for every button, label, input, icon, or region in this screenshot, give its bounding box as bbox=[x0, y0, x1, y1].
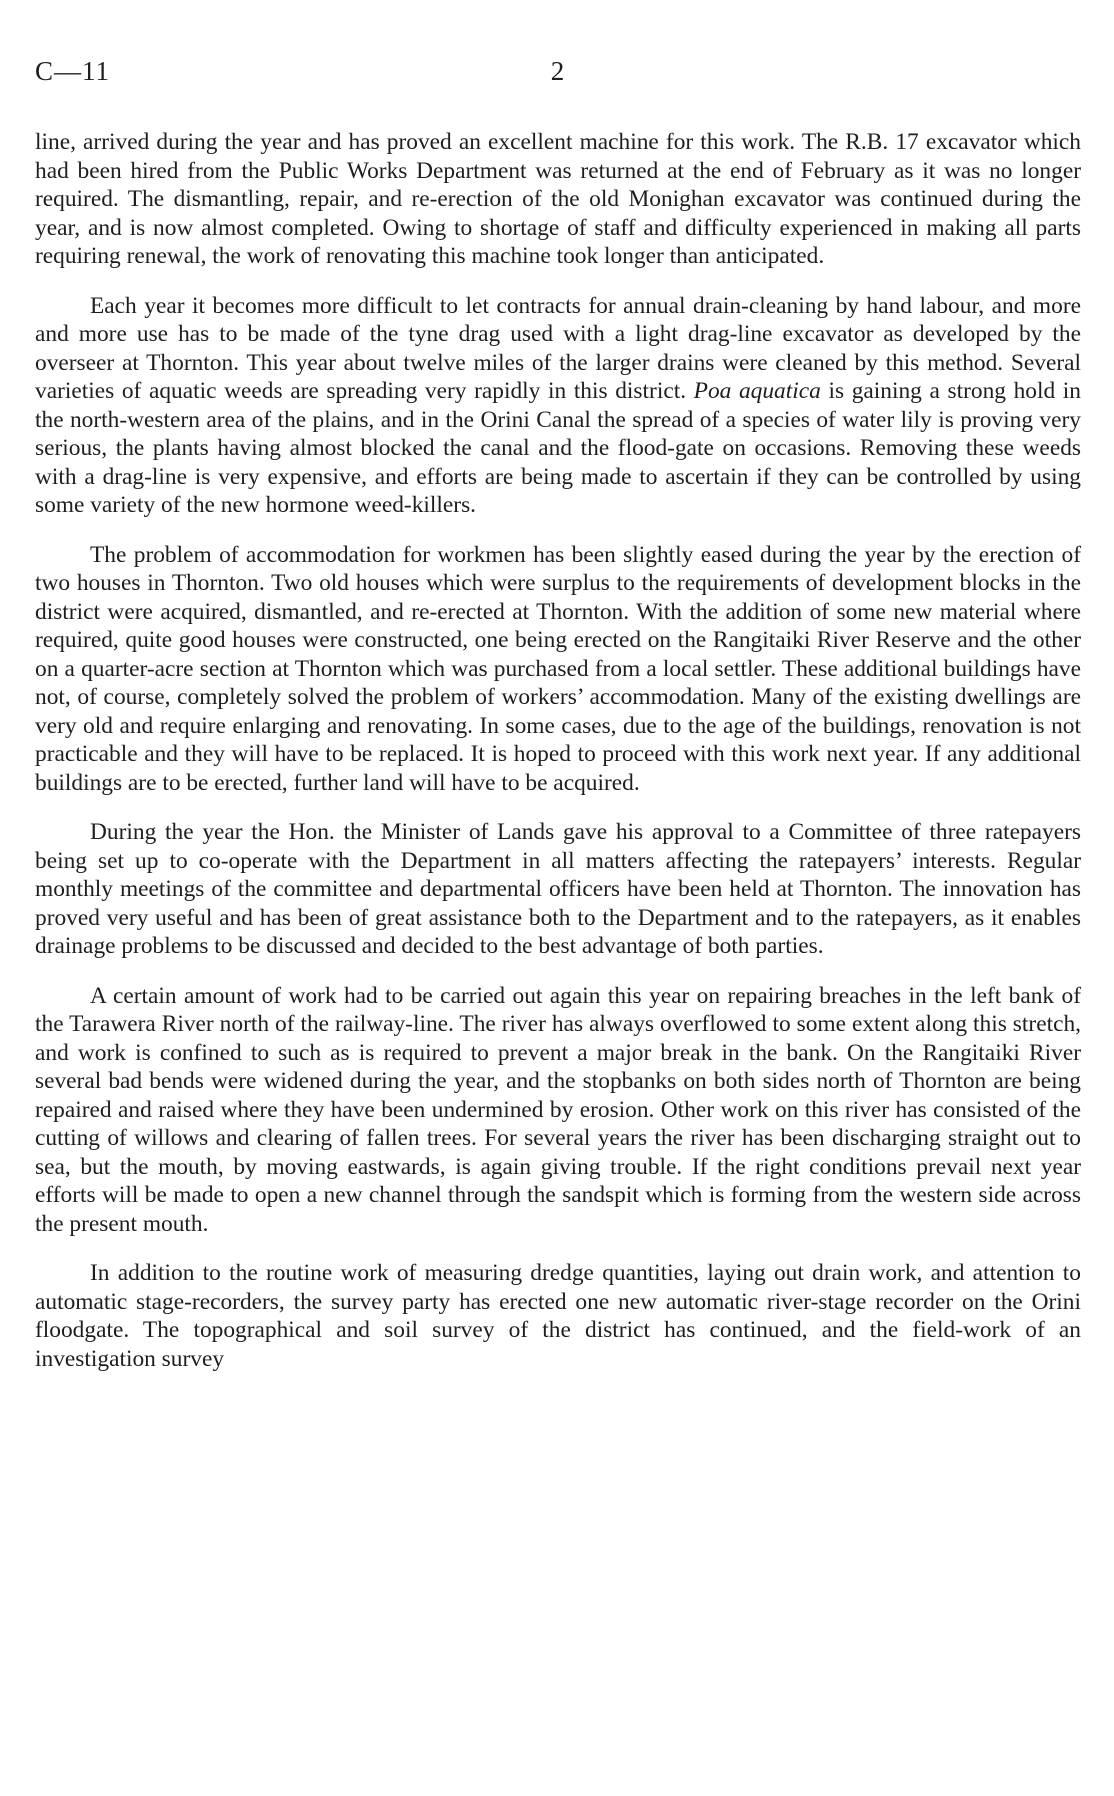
page-header bbox=[35, 56, 1080, 96]
page-number: 2 bbox=[550, 56, 565, 86]
paragraph-text-segment: is gaining a strong hold in the north-western area of the plains, and in the Orini Canal the spread of a species of water lily is proving very serious, the plants having almost blocked the canal and the flood-gate on occasions. Removing these weeds with a drag-line is very expensive, and efforts are being made to ascertain if they can be controlled by using some variety of the new hormone weed-killers. bbox=[35, 378, 1081, 518]
paragraph-excavator-work: line, arrived during the year and has proved an excellent machine for this work. The R.B. 17 excavator which had been hired from the Public Works Department was returned at the end of February as it was no longer required. The dismantling, repair, and re-erection of the old Monighan excavator was continued during the year, and is now almost completed. Owing to shortage of staff and difficulty experienced in making all parts requiring renewal, the work of renovating this machine took longer than anticipated. bbox=[35, 129, 1081, 269]
document-code: C—11 bbox=[35, 56, 111, 86]
paragraph-drain-cleaning bbox=[35, 292, 1081, 520]
body-text bbox=[35, 128, 1081, 1394]
paragraph-text-segment: Each year it becomes more difficult to let contracts for annual drain-cleaning by hand labour, and more and more use has to be made of the tyne drag used with a light drag-line excavator as developed by the overseer at Thornton. This year about twelve miles of the larger drains were cleaned by this method. Several varieties of aquatic weeds are spreading very rapidly in this district. bbox=[35, 292, 1081, 404]
paragraph-river-works: A certain amount of work had to be carried out again this year on repairing breaches in the left bank of the Tarawera River north of the railway-line. The river has always overflowed to some extent along this stretch, and work is confined to such as is required to prevent a major break in the bank. On the Rangitaiki River several bad bends were widened during the year, and the stopbanks on both sides north of Thornton are being repaired and raised where they have been undermined by erosion. Other work on this river has consisted of the cutting of willows and clearing of fallen trees. For several years the river has been discharging straight out to sea, but the mouth, by moving eastwards, is again giving trouble. If the right conditions prevail next year efforts will be made to open a new channel through the sandspit which is forming from the western side across the present mouth. bbox=[35, 982, 1081, 1237]
paragraph-workmen-accommodation: The problem of accommodation for workmen has been slightly eased during the year by the erection of two houses in Thornton. Two old houses which were surplus to the requirements of development blocks in the district were acquired, dismantled, and re-erected at Thornton. With the addition of some new material where required, quite good houses were constructed, one being erected on the Rangitaiki River Reserve and the other on a quarter-acre section at Thornton which was purchased from a local settler. These additional buildings have not, of course, completely solved the problem of workers’ accommodation. Many of the existing dwellings are very old and require enlarging and renovating. In some cases, due to the age of the buildings, renovation is not practicable and they will have to be replaced. It is hoped to proceed with this work next year. If any additional buildings are to be erected, further land will have to be acquired. bbox=[35, 541, 1081, 796]
paragraph-survey-work: In addition to the routine work of measuring dredge quantities, laying out drain work, and attention to automatic stage-recorders, the survey party has erected one new automatic river-stage recorder on the Orini floodgate. The topographical and soil survey of the district has continued, and the field-work of an investigation survey bbox=[35, 1260, 1081, 1372]
species-name: Poa aquatica bbox=[693, 378, 821, 404]
paragraph-ratepayers-committee: During the year the Hon. the Minister of Lands gave his approval to a Committee of three ratepayers being set up to co-operate with the Department in all matters affecting the ratepayers’ interests. Regular monthly meetings of the committee and departmental officers have been held at Thornton. The innovation has proved very useful and has been of great assistance both to the Department and to the ratepayers, as it enables drainage problems to be discussed and decided to the best advantage of both parties. bbox=[35, 819, 1081, 959]
